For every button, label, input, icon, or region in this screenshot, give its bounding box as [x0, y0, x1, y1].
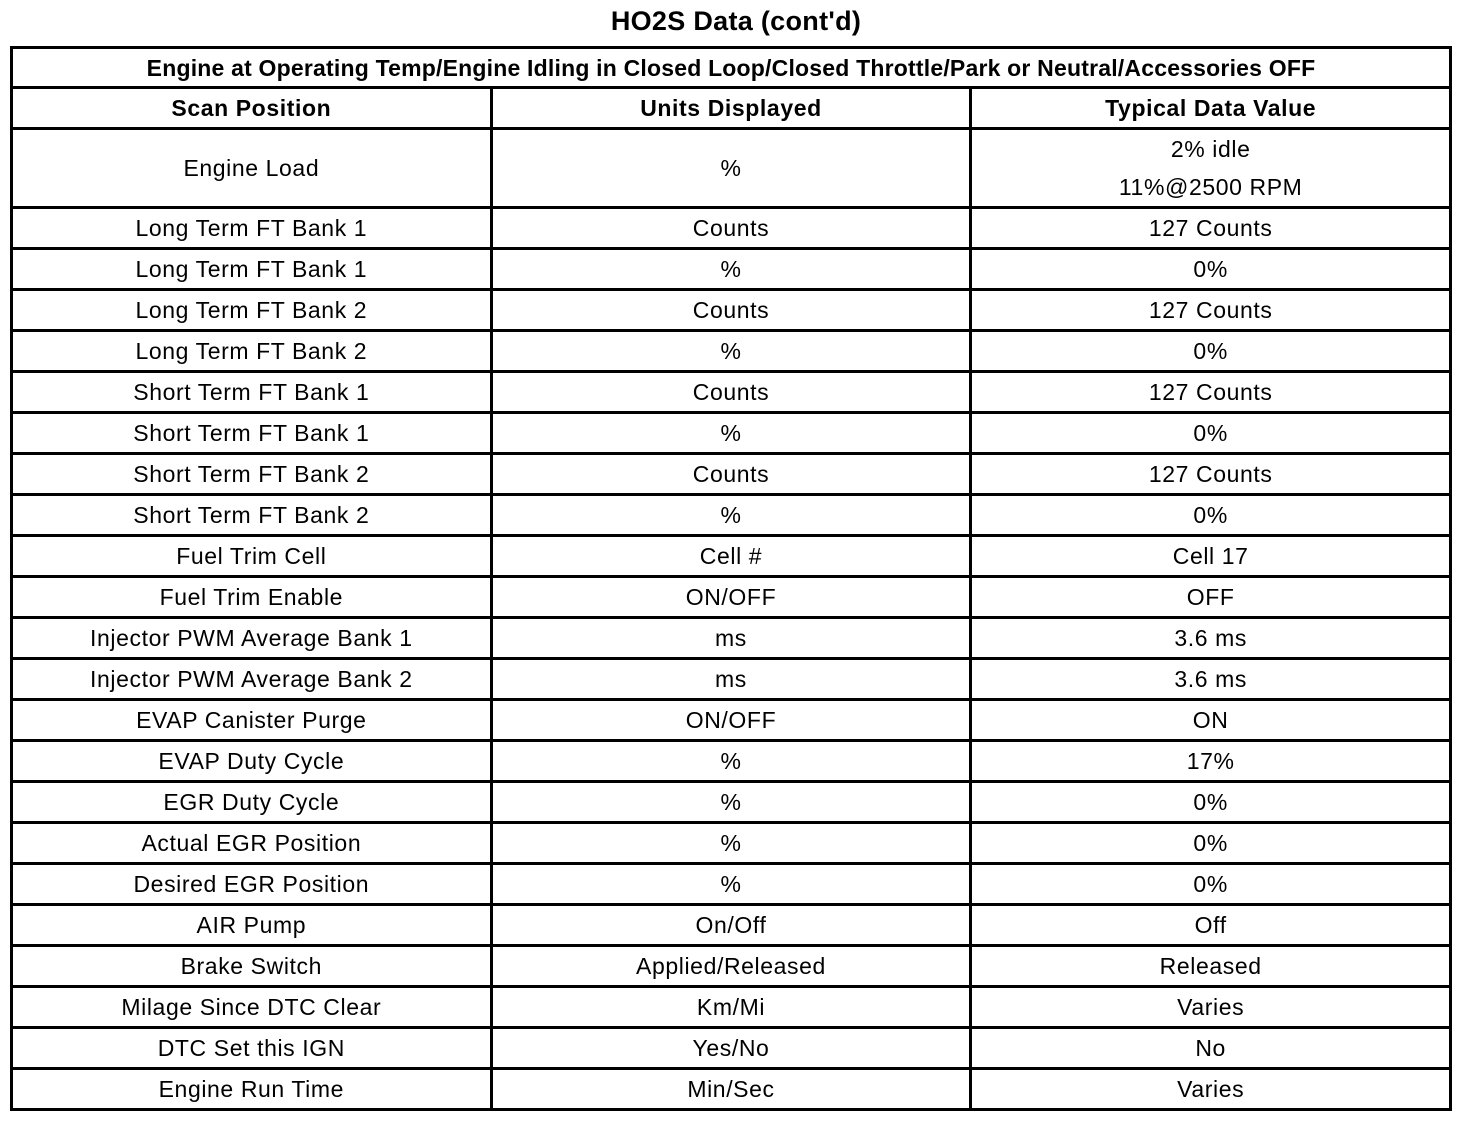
scan-position-cell: Engine Run Time [12, 1069, 492, 1110]
typical-data-value-cell: 17% [971, 741, 1451, 782]
scan-position-cell: Actual EGR Position [12, 823, 492, 864]
units-displayed-cell: % [491, 413, 971, 454]
page-title: HO2S Data (cont'd) [610, 6, 862, 36]
units-displayed-cell: % [491, 495, 971, 536]
units-displayed-cell: Applied/Released [491, 946, 971, 987]
table-row [12, 823, 1451, 864]
typical-data-value-cell: Varies [971, 1069, 1451, 1110]
units-displayed-cell: ms [491, 618, 971, 659]
typical-data-value-cell: 127 Counts [971, 454, 1451, 495]
ho2s-data-table [10, 46, 1452, 1111]
typical-value-line: 11%@2500 RPM [1118, 174, 1303, 200]
table-row [12, 946, 1451, 987]
typical-data-value-cell [971, 129, 1451, 208]
column-header-typical-data-value: Typical Data Value [971, 88, 1451, 129]
scan-position-cell: Fuel Trim Cell [12, 536, 492, 577]
typical-data-value-cell: No [971, 1028, 1451, 1069]
typical-data-value-cell: 0% [971, 495, 1451, 536]
table-row [12, 1069, 1451, 1110]
units-displayed-cell: % [491, 741, 971, 782]
column-header-row [12, 88, 1451, 129]
scan-position-cell: Injector PWM Average Bank 2 [12, 659, 492, 700]
column-header-scan-position: Scan Position [12, 88, 492, 129]
scan-position-cell: EVAP Canister Purge [12, 700, 492, 741]
typical-data-value-cell: 3.6 ms [971, 618, 1451, 659]
units-displayed-cell: Counts [491, 372, 971, 413]
scan-position-cell: Desired EGR Position [12, 864, 492, 905]
table-row [12, 208, 1451, 249]
units-displayed-cell: ON/OFF [491, 577, 971, 618]
typical-data-value-cell: 127 Counts [971, 208, 1451, 249]
table-row [12, 700, 1451, 741]
table-row [12, 782, 1451, 823]
units-displayed-cell: % [491, 331, 971, 372]
scan-position-cell: Short Term FT Bank 2 [12, 495, 492, 536]
scan-position-cell: Long Term FT Bank 1 [12, 208, 492, 249]
scan-position-cell: Short Term FT Bank 1 [12, 372, 492, 413]
units-displayed-cell: Counts [491, 454, 971, 495]
table-row [12, 495, 1451, 536]
units-displayed-cell: % [491, 129, 971, 208]
scan-position-cell: Engine Load [12, 129, 492, 208]
table-row [12, 290, 1451, 331]
scan-position-cell: Short Term FT Bank 2 [12, 454, 492, 495]
typical-data-value-cell: 3.6 ms [971, 659, 1451, 700]
typical-data-value-cell: 0% [971, 413, 1451, 454]
table-row [12, 618, 1451, 659]
table-row [12, 249, 1451, 290]
scan-position-cell: Brake Switch [12, 946, 492, 987]
scan-position-cell: AIR Pump [12, 905, 492, 946]
typical-data-value-cell: 0% [971, 823, 1451, 864]
units-displayed-cell: % [491, 782, 971, 823]
units-displayed-cell: Cell # [491, 536, 971, 577]
units-displayed-cell: ON/OFF [491, 700, 971, 741]
table-row [12, 454, 1451, 495]
units-displayed-cell: Counts [491, 290, 971, 331]
units-displayed-cell: Km/Mi [491, 987, 971, 1028]
table-row [12, 659, 1451, 700]
typical-data-value-cell: Off [971, 905, 1451, 946]
scan-position-cell: Long Term FT Bank 2 [12, 331, 492, 372]
typical-data-value-cell: 0% [971, 864, 1451, 905]
table-row [12, 1028, 1451, 1069]
table-row [12, 577, 1451, 618]
table-row [12, 864, 1451, 905]
units-displayed-cell: % [491, 249, 971, 290]
units-displayed-cell: ms [491, 659, 971, 700]
typical-data-value-cell: 127 Counts [971, 290, 1451, 331]
table-row [12, 129, 1451, 208]
units-displayed-cell: Counts [491, 208, 971, 249]
units-displayed-cell: % [491, 864, 971, 905]
scan-position-cell: EGR Duty Cycle [12, 782, 492, 823]
typical-data-value-cell: 0% [971, 782, 1451, 823]
typical-data-value-cell: Varies [971, 987, 1451, 1028]
typical-data-value-cell: 0% [971, 331, 1451, 372]
scan-position-cell: Long Term FT Bank 2 [12, 290, 492, 331]
scan-position-cell: DTC Set this IGN [12, 1028, 492, 1069]
column-header-units-displayed: Units Displayed [491, 88, 971, 129]
typical-data-value-cell: 0% [971, 249, 1451, 290]
table-row [12, 741, 1451, 782]
table-row [12, 413, 1451, 454]
units-displayed-cell: Yes/No [491, 1028, 971, 1069]
scan-position-cell: Short Term FT Bank 1 [12, 413, 492, 454]
condition-header: Engine at Operating Temp/Engine Idling in Closed Loop/Closed Throttle/Park or Neutral/Accessories OFF [12, 48, 1451, 88]
units-displayed-cell: % [491, 823, 971, 864]
typical-value-line: 2% idle [1170, 136, 1251, 162]
table-row [12, 372, 1451, 413]
typical-data-value-cell: Cell 17 [971, 536, 1451, 577]
table-row [12, 905, 1451, 946]
typical-data-value-cell: 127 Counts [971, 372, 1451, 413]
table-row [12, 536, 1451, 577]
table-row [12, 987, 1451, 1028]
table-row [12, 331, 1451, 372]
typical-data-value-cell: ON [971, 700, 1451, 741]
scan-position-cell: Milage Since DTC Clear [12, 987, 492, 1028]
scan-position-cell: EVAP Duty Cycle [12, 741, 492, 782]
units-displayed-cell: Min/Sec [491, 1069, 971, 1110]
typical-data-value-cell: Released [971, 946, 1451, 987]
scan-position-cell: Fuel Trim Enable [12, 577, 492, 618]
condition-row [12, 48, 1451, 88]
scan-position-cell: Long Term FT Bank 1 [12, 249, 492, 290]
scan-position-cell: Injector PWM Average Bank 1 [12, 618, 492, 659]
typical-data-value-cell: OFF [971, 577, 1451, 618]
units-displayed-cell: On/Off [491, 905, 971, 946]
